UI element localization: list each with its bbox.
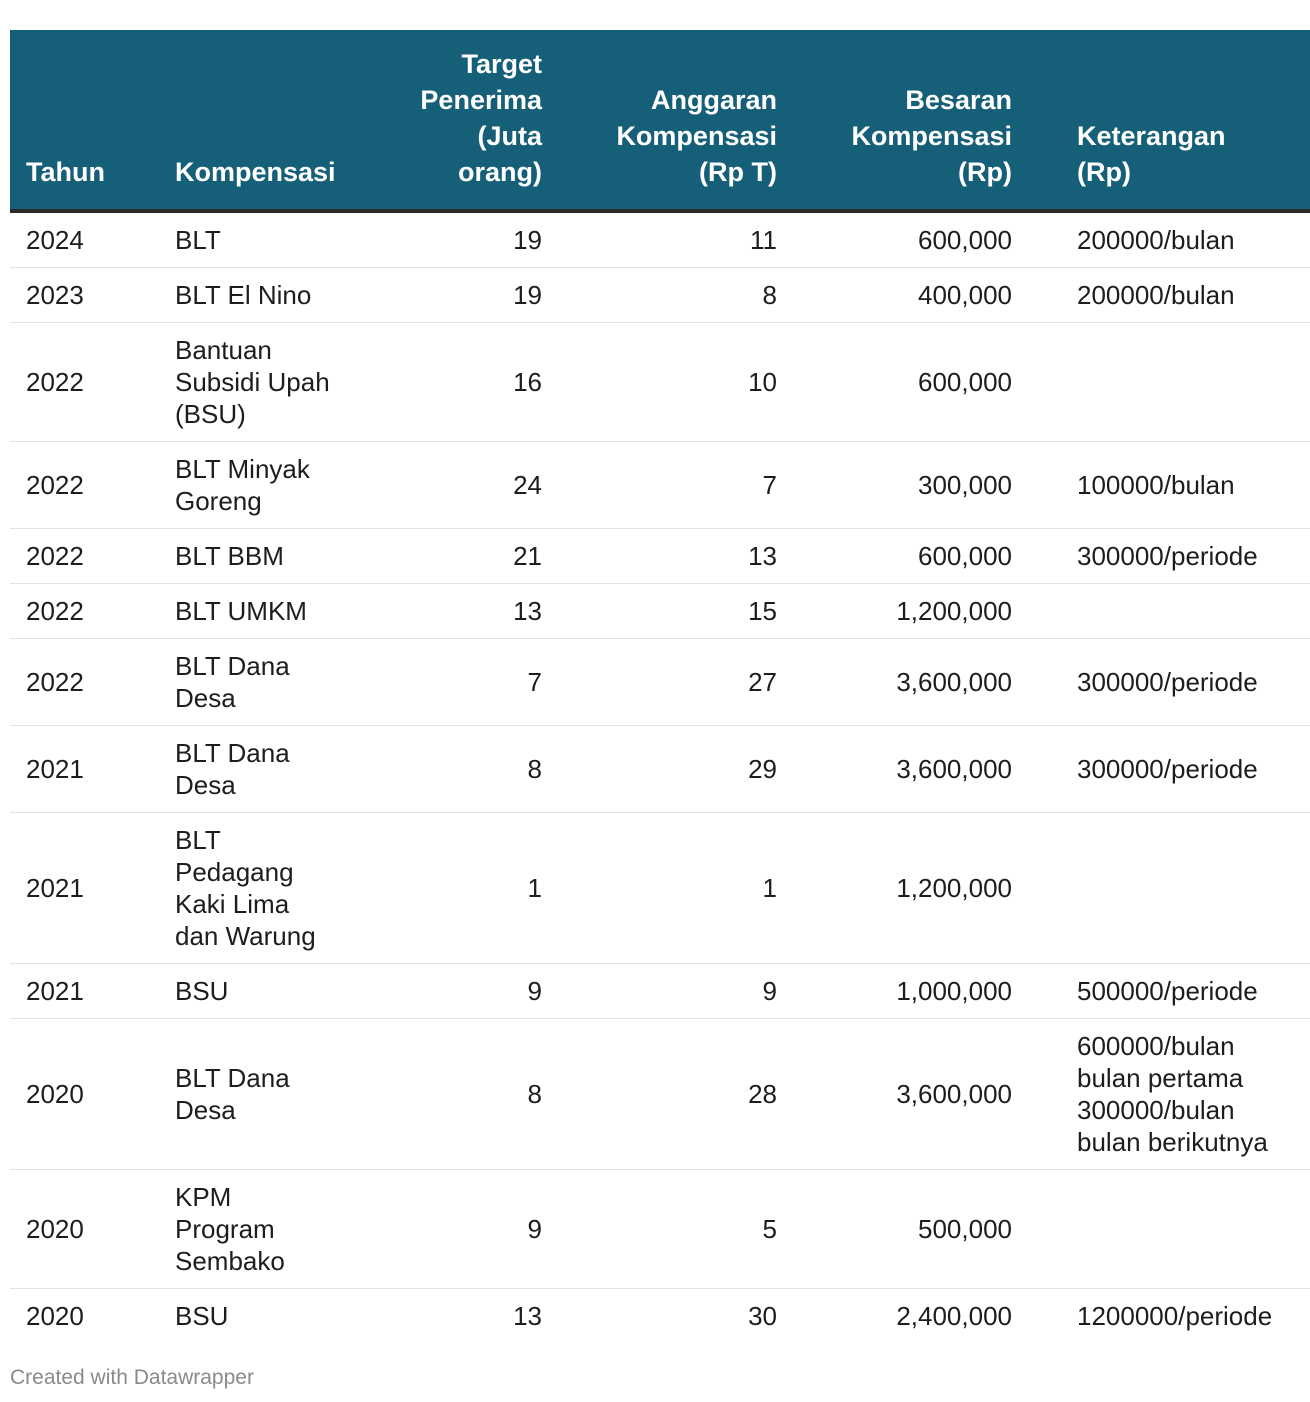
- footer-credit: Created with Datawrapper: [10, 1366, 254, 1389]
- cell-keterangan: [1012, 323, 1310, 442]
- table-row: [10, 268, 1310, 323]
- cell-kompensasi: [159, 211, 345, 268]
- cell-tahun: 2021: [10, 813, 159, 964]
- table-row: [10, 1170, 1310, 1289]
- keterangan-line: bulan berikutnya: [1077, 1127, 1268, 1157]
- kompensasi-line: KPM: [175, 1182, 232, 1212]
- cell-keterangan: [1012, 211, 1310, 268]
- cell-anggaran: 29: [542, 726, 777, 813]
- header-besaran-kompensasi: Besaran Kompensasi (Rp): [777, 30, 1012, 211]
- cell-besaran: 400,000: [777, 268, 1012, 323]
- kompensasi-line: BLT Minyak: [175, 454, 310, 484]
- cell-besaran: 3,600,000: [777, 726, 1012, 813]
- cell-anggaran: 9: [542, 964, 777, 1019]
- kompensasi-line: Sembako: [175, 1246, 285, 1276]
- keterangan-line: 100000/bulan: [1077, 470, 1235, 500]
- cell-tahun: 2022: [10, 529, 159, 584]
- cell-besaran: 600,000: [777, 211, 1012, 268]
- table-row: [10, 211, 1310, 268]
- cell-tahun: 2020: [10, 1170, 159, 1289]
- kompensasi-line: (BSU): [175, 399, 246, 429]
- cell-kompensasi: [159, 1170, 345, 1289]
- table-row: [10, 323, 1310, 442]
- kompensasi-line: BLT: [175, 225, 221, 255]
- cell-tahun: 2021: [10, 726, 159, 813]
- cell-target-penerima: 19: [345, 211, 542, 268]
- cell-keterangan: [1012, 964, 1310, 1019]
- table-row: [10, 442, 1310, 529]
- keterangan-line: 300000/periode: [1077, 754, 1258, 784]
- cell-keterangan: [1012, 726, 1310, 813]
- cell-target-penerima: 13: [513, 1301, 542, 1331]
- cell-tahun: 2023: [10, 268, 159, 323]
- kompensasi-line: BLT Dana: [175, 1063, 290, 1093]
- header-kompensasi: Kompensasi: [159, 30, 345, 211]
- table-row: [10, 813, 1310, 964]
- cell-keterangan: [1012, 268, 1310, 323]
- cell-besaran: 3,600,000: [777, 639, 1012, 726]
- table-row: [10, 1289, 1310, 1344]
- cell-tahun: 2021: [10, 964, 159, 1019]
- cell-target-penerima: 1: [345, 813, 542, 964]
- cell-kompensasi: [159, 1019, 345, 1170]
- cell-kompensasi: [159, 268, 345, 323]
- keterangan-line: 200000/bulan: [1077, 225, 1235, 255]
- cell-kompensasi: [159, 442, 345, 529]
- cell-target-penerima: 24: [345, 442, 542, 529]
- header-target-penerima: Target Penerima (Juta orang): [345, 30, 542, 211]
- cell-anggaran: 7: [542, 442, 777, 529]
- cell-besaran: 2,400,000: [896, 1301, 1012, 1331]
- cell-anggaran: 11: [542, 211, 777, 268]
- table-row: [10, 964, 1310, 1019]
- cell-anggaran: 30: [748, 1301, 777, 1331]
- cell-besaran: 600,000: [777, 323, 1012, 442]
- table-header-row: [10, 30, 1310, 211]
- cell-target-penerima: 8: [345, 726, 542, 813]
- kompensasi-line: Desa: [175, 1095, 236, 1125]
- cell-besaran: 300,000: [777, 442, 1012, 529]
- cell-kompensasi: [159, 529, 345, 584]
- cell-kompensasi: [159, 323, 345, 442]
- kompensasi-line: Desa: [175, 770, 236, 800]
- kompensasi-line: dan Warung: [175, 921, 316, 951]
- kompensasi-line: BLT: [175, 825, 221, 855]
- header-keterangan: Keterangan (Rp): [1012, 30, 1310, 211]
- header-tahun: Tahun: [10, 30, 159, 211]
- keterangan-line: 300000/periode: [1077, 541, 1258, 571]
- cell-keterangan: [1012, 639, 1310, 726]
- table-row: [10, 529, 1310, 584]
- keterangan-line: 1200000/periode: [1077, 1301, 1273, 1331]
- cell-kompensasi: [159, 964, 345, 1019]
- cell-anggaran: 27: [542, 639, 777, 726]
- data-table-container: [10, 30, 1273, 1343]
- kompensasi-line: Kaki Lima: [175, 889, 290, 919]
- cell-tahun: 2020: [26, 1301, 84, 1331]
- cell-anggaran: 13: [542, 529, 777, 584]
- kompensasi-line: BLT El Nino: [175, 280, 312, 310]
- cell-anggaran: 5: [542, 1170, 777, 1289]
- table-body: [10, 211, 1310, 1343]
- cell-tahun: 2022: [10, 639, 159, 726]
- kompensasi-line: BLT UMKM: [175, 596, 307, 626]
- table-row: [10, 584, 1310, 639]
- cell-anggaran: 1: [542, 813, 777, 964]
- cell-anggaran: 8: [542, 268, 777, 323]
- cell-besaran: 1,200,000: [777, 813, 1012, 964]
- cell-target-penerima: 16: [345, 323, 542, 442]
- keterangan-line: 600000/bulan: [1077, 1031, 1235, 1061]
- table-row: [10, 1019, 1310, 1170]
- cell-besaran: 3,600,000: [777, 1019, 1012, 1170]
- cell-keterangan: [1012, 529, 1310, 584]
- kompensasi-line: Pedagang: [175, 857, 294, 887]
- keterangan-line: 500000/periode: [1077, 976, 1258, 1006]
- kompensasi-line: Subsidi Upah: [175, 367, 330, 397]
- cell-keterangan: [1012, 1289, 1310, 1344]
- cell-anggaran: 15: [542, 584, 777, 639]
- cell-anggaran: 10: [542, 323, 777, 442]
- keterangan-line: 200000/bulan: [1077, 280, 1235, 310]
- keterangan-line: bulan pertama: [1077, 1063, 1244, 1093]
- cell-kompensasi: [159, 813, 345, 964]
- cell-target-penerima: 21: [345, 529, 542, 584]
- cell-tahun: 2020: [10, 1019, 159, 1170]
- cell-target-penerima: 9: [345, 964, 542, 1019]
- cell-besaran: 600,000: [777, 529, 1012, 584]
- kompensasi-line: Desa: [175, 683, 236, 713]
- cell-anggaran: 28: [542, 1019, 777, 1170]
- kompensasi-line: BLT Dana: [175, 651, 290, 681]
- cell-keterangan: [1012, 813, 1310, 964]
- kompensasi-line: Program: [175, 1214, 275, 1244]
- cell-keterangan: [1012, 584, 1310, 639]
- cell-kompensasi: [159, 1289, 345, 1344]
- cell-target-penerima: 7: [345, 639, 542, 726]
- kompensasi-line: BLT Dana: [175, 738, 290, 768]
- cell-kompensasi: [159, 584, 345, 639]
- cell-target-penerima: 9: [345, 1170, 542, 1289]
- keterangan-line: 300000/periode: [1077, 667, 1258, 697]
- cell-keterangan: [1012, 1170, 1310, 1289]
- kompensasi-line: BLT BBM: [175, 541, 284, 571]
- cell-tahun: 2022: [10, 323, 159, 442]
- cell-kompensasi: [159, 726, 345, 813]
- compensation-table: [10, 30, 1310, 1343]
- cell-besaran: 1,000,000: [777, 964, 1012, 1019]
- header-anggaran-kompensasi: Anggaran Kompensasi (Rp T): [542, 30, 777, 211]
- cell-target-penerima: 19: [345, 268, 542, 323]
- cell-keterangan: [1012, 1019, 1310, 1170]
- cell-tahun: 2024: [10, 211, 159, 268]
- cell-tahun: 2022: [10, 584, 159, 639]
- table-row: [10, 639, 1310, 726]
- kompensasi-line: Goreng: [175, 486, 262, 516]
- kompensasi-line: BSU: [175, 1301, 229, 1331]
- table-row: [10, 726, 1310, 813]
- keterangan-line: 300000/bulan: [1077, 1095, 1235, 1125]
- kompensasi-line: Bantuan: [175, 335, 272, 365]
- cell-target-penerima: 8: [345, 1019, 542, 1170]
- cell-kompensasi: [159, 639, 345, 726]
- cell-besaran: 1,200,000: [777, 584, 1012, 639]
- cell-target-penerima: 13: [345, 584, 542, 639]
- cell-keterangan: [1012, 442, 1310, 529]
- kompensasi-line: BSU: [175, 976, 229, 1006]
- cell-tahun: 2022: [10, 442, 159, 529]
- cell-besaran: 500,000: [777, 1170, 1012, 1289]
